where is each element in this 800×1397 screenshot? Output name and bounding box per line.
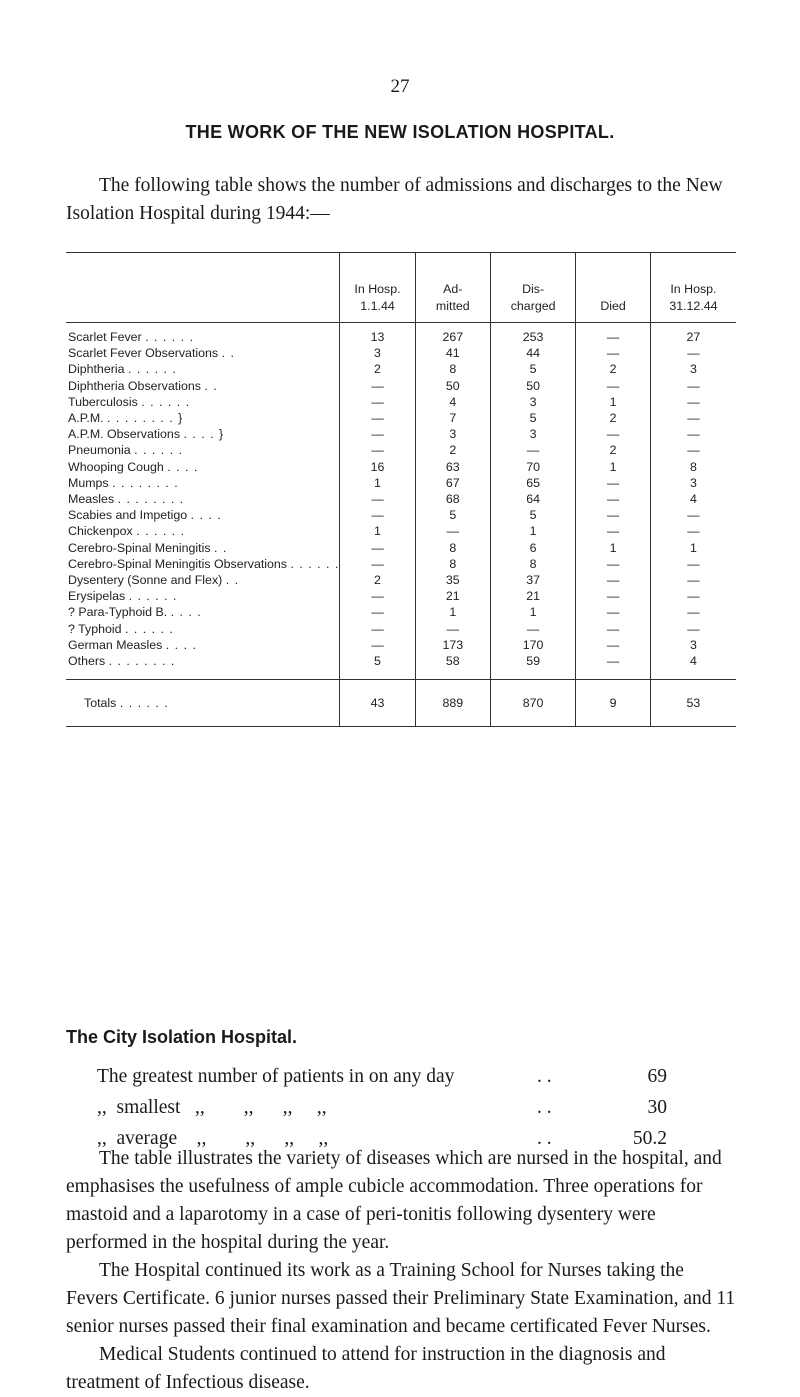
disease-name: Chickenpox [68, 524, 133, 539]
table-cell: — [650, 523, 736, 539]
spacer-cell [415, 669, 490, 680]
spacer-cell [576, 669, 651, 680]
table-row [66, 378, 736, 394]
table-cell: 3 [650, 361, 736, 377]
table-row [66, 588, 736, 604]
row-label [66, 426, 340, 442]
leader-dots: . . . . . . [145, 330, 195, 344]
table-cell: — [340, 621, 415, 637]
table-cell: 8 [415, 556, 490, 572]
leader-dots: . . . . . . [134, 443, 184, 458]
table-cell: 16 [340, 459, 415, 475]
header-in-hosp-end: In Hosp. 31.12.44 [650, 253, 736, 323]
table-cell: 35 [415, 572, 490, 588]
table-cell: 170 [490, 637, 575, 653]
table-cell: — [340, 491, 415, 507]
table-cell: 2 [415, 442, 490, 458]
table-row [66, 653, 736, 669]
disease-name: A.P.M. Observations [68, 427, 181, 442]
table-cell: 2 [340, 572, 415, 588]
disease-name: Diphtheria Observations [68, 378, 201, 393]
table-cell: 21 [490, 588, 575, 604]
row-label [66, 523, 340, 539]
table-cell: 253 [490, 323, 575, 346]
row-label [66, 475, 340, 491]
stat-leader: . . [537, 1066, 552, 1087]
leader-dots: . . [221, 346, 235, 361]
table-cell: 267 [415, 323, 490, 346]
admissions-table [66, 252, 736, 727]
row-label [66, 621, 340, 637]
table-cell: 58 [415, 653, 490, 669]
disease-name: Scarlet Fever [68, 330, 142, 344]
table-cell: — [576, 523, 651, 539]
leader-dots: . . . . [170, 605, 202, 620]
spacer-cell [650, 669, 736, 680]
disease-name: German Measles [68, 637, 163, 652]
city-stat-row [97, 1097, 667, 1123]
table-cell: 3 [650, 475, 736, 491]
row-label [66, 540, 340, 556]
table-cell: 2 [576, 410, 651, 426]
table-cell: — [415, 523, 490, 539]
leader-dots: . . . . } [183, 427, 225, 442]
table-cell: 5 [415, 507, 490, 523]
stat-leader: . . [537, 1128, 552, 1149]
table-cell: 50 [490, 378, 575, 394]
table-cell: — [490, 621, 575, 637]
table-cell: 5 [490, 361, 575, 377]
table-cell: 5 [490, 507, 575, 523]
table-cell: — [340, 540, 415, 556]
row-label [66, 394, 340, 410]
table-row [66, 475, 736, 491]
leader-dots: . . . . . . . . [108, 654, 176, 669]
spacer-cell [490, 669, 575, 680]
table-cell: 1 [340, 523, 415, 539]
table-cell: — [650, 572, 736, 588]
table-cell: — [576, 637, 651, 653]
stat-label: ,, average ,, ,, ,, ,, [97, 1128, 329, 1149]
table-row [66, 507, 736, 523]
disease-name: ? Typhoid [68, 621, 122, 636]
table-cell: 8 [490, 556, 575, 572]
table-cell: — [340, 604, 415, 620]
disease-name: Diphtheria [68, 362, 125, 377]
table-cell: — [576, 345, 651, 361]
table-row [66, 459, 736, 475]
table-cell: 1 [576, 394, 651, 410]
table-cell: — [650, 442, 736, 458]
table-cell: — [340, 426, 415, 442]
table-cell: 4 [415, 394, 490, 410]
table-row [66, 637, 736, 653]
header-blank [66, 253, 340, 323]
table-cell: — [340, 588, 415, 604]
row-label [66, 604, 340, 620]
row-label [66, 572, 340, 588]
disease-name: Cerebro-Spinal Meningitis Observations [68, 556, 288, 571]
leader-dots: . . . . . . [136, 524, 186, 539]
table-cell: 65 [490, 475, 575, 491]
disease-name: Tuberculosis [68, 394, 138, 409]
row-label [66, 323, 340, 346]
table-cell: — [340, 394, 415, 410]
spacer-cell [66, 669, 340, 680]
table-cell: 13 [340, 323, 415, 346]
table-row [66, 491, 736, 507]
table-row [66, 604, 736, 620]
disease-name: Scarlet Fever Observations [68, 346, 219, 361]
table-cell: — [340, 410, 415, 426]
table-cell: — [650, 507, 736, 523]
table-row [66, 426, 736, 442]
table-cell: 8 [415, 361, 490, 377]
table-cell: 3 [490, 426, 575, 442]
row-label [66, 442, 340, 458]
table-row [66, 523, 736, 539]
leader-dots: . . [204, 378, 218, 393]
table-cell: 3 [650, 637, 736, 653]
table-spacer [66, 669, 736, 680]
table-cell: 173 [415, 637, 490, 653]
paragraph-variety: The table illustrates the variety of diseases which are nursed in the hospital, and emphasises the usefulness of ample cubicle accommodation. Three operations for mastoid and a laparotomy in a case of peri-tonitis following dysentery were performed in the hospital during the year. [66, 1148, 722, 1253]
table-cell: 67 [415, 475, 490, 491]
stat-label: ,, smallest ,, ,, ,, ,, [97, 1097, 327, 1118]
row-label [66, 361, 340, 377]
table-cell: — [650, 588, 736, 604]
disease-name: Dysentery (Sonne and Flex) [68, 573, 223, 588]
paragraph-training: The Hospital continued its work as a Training School for Nurses taking the Fevers Certificate. 6 junior nurses passed their Preliminary State Examination, and 11 senior nurses passed their final examination and became certificated Fever Nurses. [66, 1260, 736, 1337]
disease-name: Whooping Cough [68, 459, 164, 474]
table-cell: — [340, 556, 415, 572]
table-cell: — [650, 410, 736, 426]
stat-value: 50.2 [632, 1128, 667, 1149]
leader-dots: . . . . . . . . [112, 475, 179, 490]
row-label [66, 507, 340, 523]
page-title: THE WORK OF THE NEW ISOLATION HOSPITAL. [185, 122, 615, 142]
header-admitted: Ad- mitted [415, 253, 490, 323]
row-label [66, 653, 340, 669]
table-row [66, 345, 736, 361]
table-cell: — [576, 491, 651, 507]
intro-paragraph: The following table shows the number of admissions and discharges to the New Isolation Hospital during 1944:— [66, 175, 723, 224]
table-cell: — [576, 556, 651, 572]
totals-row [66, 680, 736, 727]
table-cell: — [415, 621, 490, 637]
table-cell: 63 [415, 459, 490, 475]
table-cell: 8 [650, 459, 736, 475]
table-cell: — [340, 442, 415, 458]
table-cell: — [650, 604, 736, 620]
header-discharged: Dis- charged [490, 253, 575, 323]
leader-dots: . . [214, 540, 228, 555]
paragraph-students: Medical Students continued to attend for instruction in the diagnosis and treatment of Infectious disease. [66, 1344, 666, 1393]
row-label [66, 556, 340, 572]
city-hospital-heading: The City Isolation Hospital. [66, 1027, 298, 1047]
table-cell: — [576, 507, 651, 523]
leader-dots: . . . . . . . . } [107, 411, 184, 426]
table-cell: 27 [650, 323, 736, 346]
table-cell: — [650, 426, 736, 442]
stat-label: The greatest number of patients in on any day [97, 1066, 455, 1087]
table-cell: 1 [650, 540, 736, 556]
row-label [66, 459, 340, 475]
table-cell: 1 [340, 475, 415, 491]
table-cell: — [576, 653, 651, 669]
disease-name: Measles [68, 492, 115, 507]
disease-name: ? Para-Typhoid B. [68, 605, 168, 620]
table-row [66, 621, 736, 637]
table-cell: 4 [650, 491, 736, 507]
disease-name: Pneumonia [68, 443, 131, 458]
table-cell: 4 [650, 653, 736, 669]
table-row [66, 323, 736, 346]
table-cell: — [340, 507, 415, 523]
table-cell: 59 [490, 653, 575, 669]
spacer-cell [340, 669, 415, 680]
row-label [66, 588, 340, 604]
table-cell: — [576, 572, 651, 588]
table-cell: — [576, 426, 651, 442]
table-cell: 2 [340, 361, 415, 377]
disease-name: Cerebro-Spinal Meningitis [68, 540, 211, 555]
totals-label [66, 680, 340, 727]
table-cell: 70 [490, 459, 575, 475]
disease-name: Mumps [68, 475, 109, 490]
table-cell: 64 [490, 491, 575, 507]
table-row [66, 361, 736, 377]
row-label [66, 637, 340, 653]
table-cell: 37 [490, 572, 575, 588]
totals-cell: 53 [650, 680, 736, 727]
table-cell: 1 [576, 540, 651, 556]
table-cell: — [576, 621, 651, 637]
leader-dots: . . . . [167, 459, 199, 474]
table-cell: — [650, 394, 736, 410]
table-cell: 2 [576, 361, 651, 377]
leader-dots: . . . . . . [128, 589, 178, 604]
table-cell: 50 [415, 378, 490, 394]
table-cell: 41 [415, 345, 490, 361]
table-cell: — [576, 378, 651, 394]
table-row [66, 442, 736, 458]
table-cell: 1 [490, 523, 575, 539]
leader-dots: . . . . [165, 637, 197, 652]
totals-cell: 889 [415, 680, 490, 727]
table-cell: — [576, 588, 651, 604]
row-label [66, 491, 340, 507]
table-cell: — [650, 556, 736, 572]
table-row [66, 572, 736, 588]
totals-cell: 870 [490, 680, 575, 727]
table-cell: 3 [415, 426, 490, 442]
disease-name: Erysipelas [68, 589, 126, 604]
city-stat-row [97, 1066, 667, 1092]
table-cell: 5 [490, 410, 575, 426]
disease-name: Scabies and Impetigo [68, 508, 188, 523]
table-cell: — [340, 637, 415, 653]
row-label [66, 345, 340, 361]
table-cell: — [650, 345, 736, 361]
leader-dots: . . . . . . [141, 394, 191, 409]
totals-cell: 43 [340, 680, 415, 727]
table-row [66, 394, 736, 410]
leader-dots: . . . . . . [127, 362, 177, 377]
row-label [66, 410, 340, 426]
page-number: 27 [390, 76, 410, 97]
table-cell: — [650, 378, 736, 394]
leader-dots: . . . . . . . . [117, 492, 185, 507]
header-died: Died [576, 253, 651, 323]
table-cell: 3 [340, 345, 415, 361]
table-cell: 44 [490, 345, 575, 361]
table-cell: 2 [576, 442, 651, 458]
table-cell: — [576, 323, 651, 346]
table-cell: 7 [415, 410, 490, 426]
table-cell: 1 [490, 604, 575, 620]
table-cell: — [576, 604, 651, 620]
leader-dots: . . . . [190, 508, 222, 523]
table-row [66, 556, 736, 572]
table-cell: 21 [415, 588, 490, 604]
disease-name: Others [68, 654, 106, 669]
table-cell: 8 [415, 540, 490, 556]
table-row [66, 540, 736, 556]
table-cell: — [490, 442, 575, 458]
table-header-row [66, 253, 736, 323]
table-cell: 1 [576, 459, 651, 475]
table-cell: — [650, 621, 736, 637]
stat-leader: . . [537, 1097, 552, 1118]
row-label [66, 378, 340, 394]
table-cell: — [576, 475, 651, 491]
table-cell: 68 [415, 491, 490, 507]
table-cell: 5 [340, 653, 415, 669]
header-in-hosp-start: In Hosp. 1.1.44 [340, 253, 415, 323]
table-row [66, 410, 736, 426]
stat-value: 69 [647, 1066, 667, 1087]
table-cell: — [340, 378, 415, 394]
leader-dots: . . [225, 573, 240, 588]
table-cell: 6 [490, 540, 575, 556]
totals-text: Totals [84, 696, 117, 711]
leader-dots: . . . . . . [290, 556, 340, 571]
totals-cell: 9 [576, 680, 651, 727]
leader-dots: . . . . . . [124, 621, 174, 636]
stat-value: 30 [647, 1097, 667, 1118]
leader-dots: . . . . . . [119, 696, 169, 711]
disease-name: A.P.M. [68, 411, 104, 426]
table-cell: 3 [490, 394, 575, 410]
table-cell: 1 [415, 604, 490, 620]
